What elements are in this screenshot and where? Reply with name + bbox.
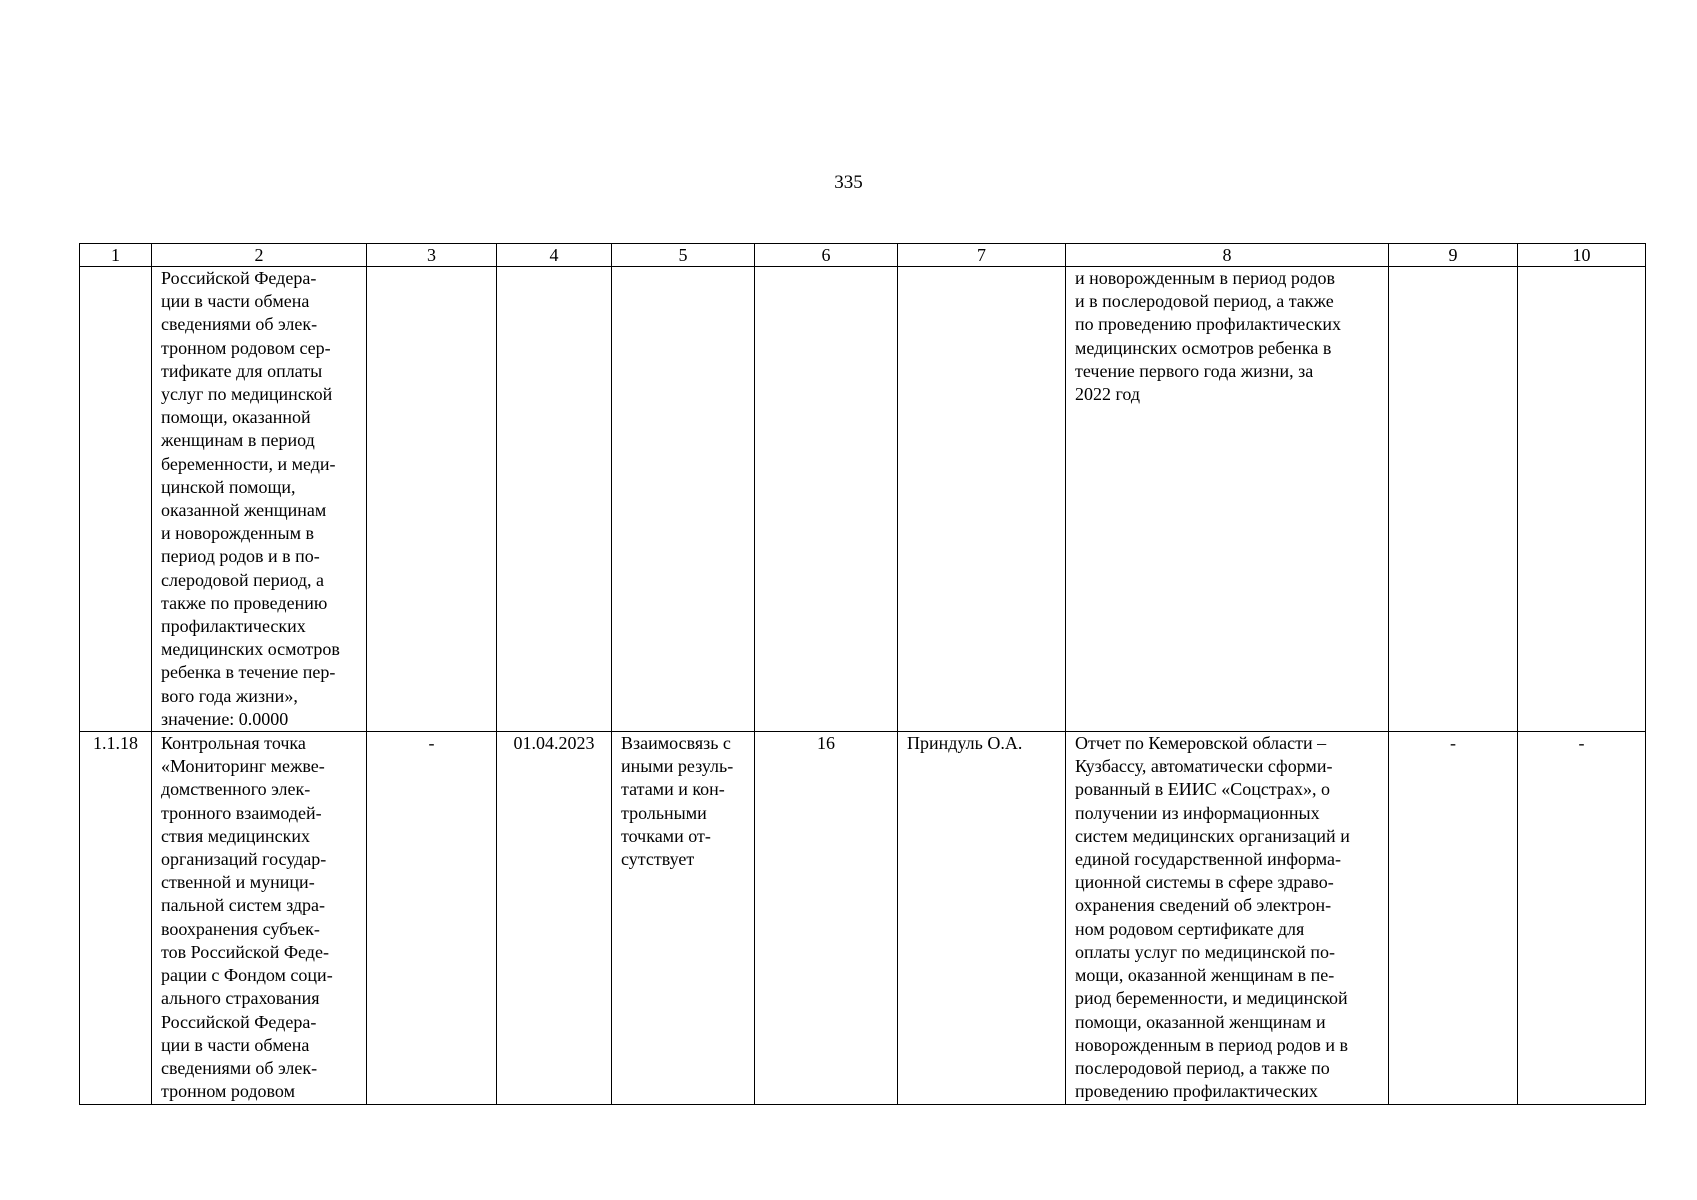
- cell-text-line: трольными: [621, 802, 707, 823]
- cell-text-line: риод беременности, и медицинской: [1075, 988, 1348, 1009]
- cell-text-line: тронном родовом сер-: [161, 337, 331, 358]
- cell-text-line: ственной и муници-: [161, 872, 315, 893]
- cell-relation: [612, 732, 755, 1105]
- cell-relation: [612, 267, 755, 732]
- cell-text-line: и в послеродовой период, а также: [1075, 291, 1334, 312]
- cell-text-line: ствия медицинских: [161, 825, 310, 846]
- cell-text-line: период родов и в по-: [161, 546, 320, 567]
- cell-text-line: по проведению профилактических: [1075, 314, 1342, 335]
- cell-text-line: Отчет по Кемеровской области –: [1075, 733, 1327, 754]
- cell-text-line: охранения сведений об электрон-: [1075, 895, 1332, 916]
- cell-text-line: медицинских осмотров: [161, 639, 340, 660]
- cell-text-line: вого года жизни»,: [161, 685, 298, 706]
- cell-text-line: точками от-: [621, 825, 711, 846]
- cell-text-line: помощи, оказанной женщинам и: [1075, 1011, 1326, 1032]
- column-header: 6: [755, 244, 898, 267]
- cell-responsible: [898, 267, 1066, 732]
- table-header-row: [80, 244, 1646, 267]
- cell-number: 1.1.18: [80, 732, 152, 1105]
- cell-number: [80, 267, 152, 732]
- cell-text-line: Кузбассу, автоматически сформи-: [1075, 756, 1333, 777]
- cell-text-line: ном родовом сертификате для: [1075, 918, 1305, 939]
- cell-text-line: тронного взаимодей-: [161, 802, 322, 823]
- cell-text-line: татами и кон-: [621, 779, 725, 800]
- cell-text-line: домственного элек-: [161, 779, 311, 800]
- cell-text-line: профилактических: [161, 616, 306, 637]
- cell-text-line: пальной систем здра-: [161, 895, 326, 916]
- cell-text-line: сведениями об элек-: [161, 1057, 318, 1078]
- cell-responsible: Приндуль О.А.: [898, 732, 1066, 1105]
- column-header: 7: [898, 244, 1066, 267]
- column-header: 8: [1066, 244, 1389, 267]
- cell-text-line: слеродовой период, а: [161, 569, 324, 590]
- cell-text-line: 2022 год: [1075, 384, 1141, 405]
- page-number: 335: [834, 172, 863, 193]
- cell-text-line: организаций государ-: [161, 849, 327, 870]
- cell-text-line: сведениями об элек-: [161, 314, 318, 335]
- cell-description: [152, 732, 367, 1105]
- cell-col10: -: [1518, 732, 1646, 1105]
- cell-text-line: ребенка в течение пер-: [161, 662, 336, 683]
- table-row: [80, 732, 1646, 1105]
- column-header: 1: [80, 244, 152, 267]
- cell-description: [152, 267, 367, 732]
- cell-text-line: тов Российской Феде-: [161, 941, 329, 962]
- column-header: 3: [367, 244, 497, 267]
- cell-text-line: медицинских осмотров ребенка в: [1075, 337, 1332, 358]
- cell-text-line: рации с Фондом соци-: [161, 965, 333, 986]
- cell-text-line: и новорожденным в период родов: [1075, 268, 1336, 288]
- cell-text-line: и новорожденным в: [161, 523, 315, 544]
- cell-text-line: Российской Федера-: [161, 1011, 317, 1032]
- cell-text-line: воохранения субъек-: [161, 918, 320, 939]
- cell-date: 01.04.2023: [497, 732, 612, 1105]
- cell-report: [1066, 267, 1389, 732]
- cell-text-line: беременности, и меди-: [161, 453, 336, 474]
- column-header: 9: [1389, 244, 1518, 267]
- column-header: 2: [152, 244, 367, 267]
- cell-text-line: услуг по медицинской: [161, 384, 333, 405]
- cell-text-line: оказанной женщинам: [161, 500, 327, 521]
- cell-col10: [1518, 267, 1646, 732]
- cell-text-line: ального страхования: [161, 988, 320, 1009]
- cell-text-line: новорожденным в период родов и в: [1075, 1034, 1349, 1055]
- cell-text-line: Взаимосвязь с: [621, 733, 731, 754]
- cell-text-line: рованный в ЕИИС «Соцстрах», о: [1075, 779, 1330, 800]
- cell-text-line: послеродовой период, а также по: [1075, 1057, 1330, 1078]
- cell-text-line: помощи, оказанной: [161, 407, 311, 428]
- document-table: [79, 243, 1646, 1105]
- cell-text-line: Контрольная точка: [161, 733, 306, 754]
- cell-text-line: ционной системы в сфере здраво-: [1075, 872, 1334, 893]
- cell-col3: [367, 267, 497, 732]
- cell-text-line: сутствует: [621, 849, 695, 870]
- cell-col6: 16: [755, 732, 898, 1105]
- cell-text-line: Российской Федера-: [161, 268, 317, 288]
- cell-text-line: иными резуль-: [621, 756, 734, 777]
- column-header: 4: [497, 244, 612, 267]
- cell-text-line: оплаты услуг по медицинской по-: [1075, 941, 1335, 962]
- cell-text-line: тификате для оплаты: [161, 360, 323, 381]
- cell-text-line: цинской помощи,: [161, 476, 296, 497]
- cell-text-line: «Мониторинг межве-: [161, 756, 325, 777]
- cell-text-line: также по проведению: [161, 592, 328, 613]
- cell-col9: [1389, 267, 1518, 732]
- cell-text-line: проведению профилактических: [1075, 1081, 1318, 1102]
- cell-text-line: мощи, оказанной женщинам в пе-: [1075, 965, 1335, 986]
- cell-text-line: женщинам в период: [161, 430, 315, 451]
- column-header: 10: [1518, 244, 1646, 267]
- cell-text-line: течение первого года жизни, за: [1075, 360, 1314, 381]
- column-header: 5: [612, 244, 755, 267]
- cell-text-line: ции в части обмена: [161, 291, 310, 312]
- cell-col3: -: [367, 732, 497, 1105]
- table-row: [80, 267, 1646, 732]
- cell-report: [1066, 732, 1389, 1105]
- cell-col9: -: [1389, 732, 1518, 1105]
- cell-text-line: тронном родовом: [161, 1081, 295, 1102]
- cell-col6: [755, 267, 898, 732]
- cell-text-line: ции в части обмена: [161, 1034, 310, 1055]
- cell-text-line: значение: 0.0000: [161, 708, 289, 729]
- cell-text-line: систем медицинских организаций и: [1075, 825, 1350, 846]
- cell-text-line: получении из информационных: [1075, 802, 1320, 823]
- cell-date: [497, 267, 612, 732]
- cell-text-line: единой государственной информа-: [1075, 849, 1342, 870]
